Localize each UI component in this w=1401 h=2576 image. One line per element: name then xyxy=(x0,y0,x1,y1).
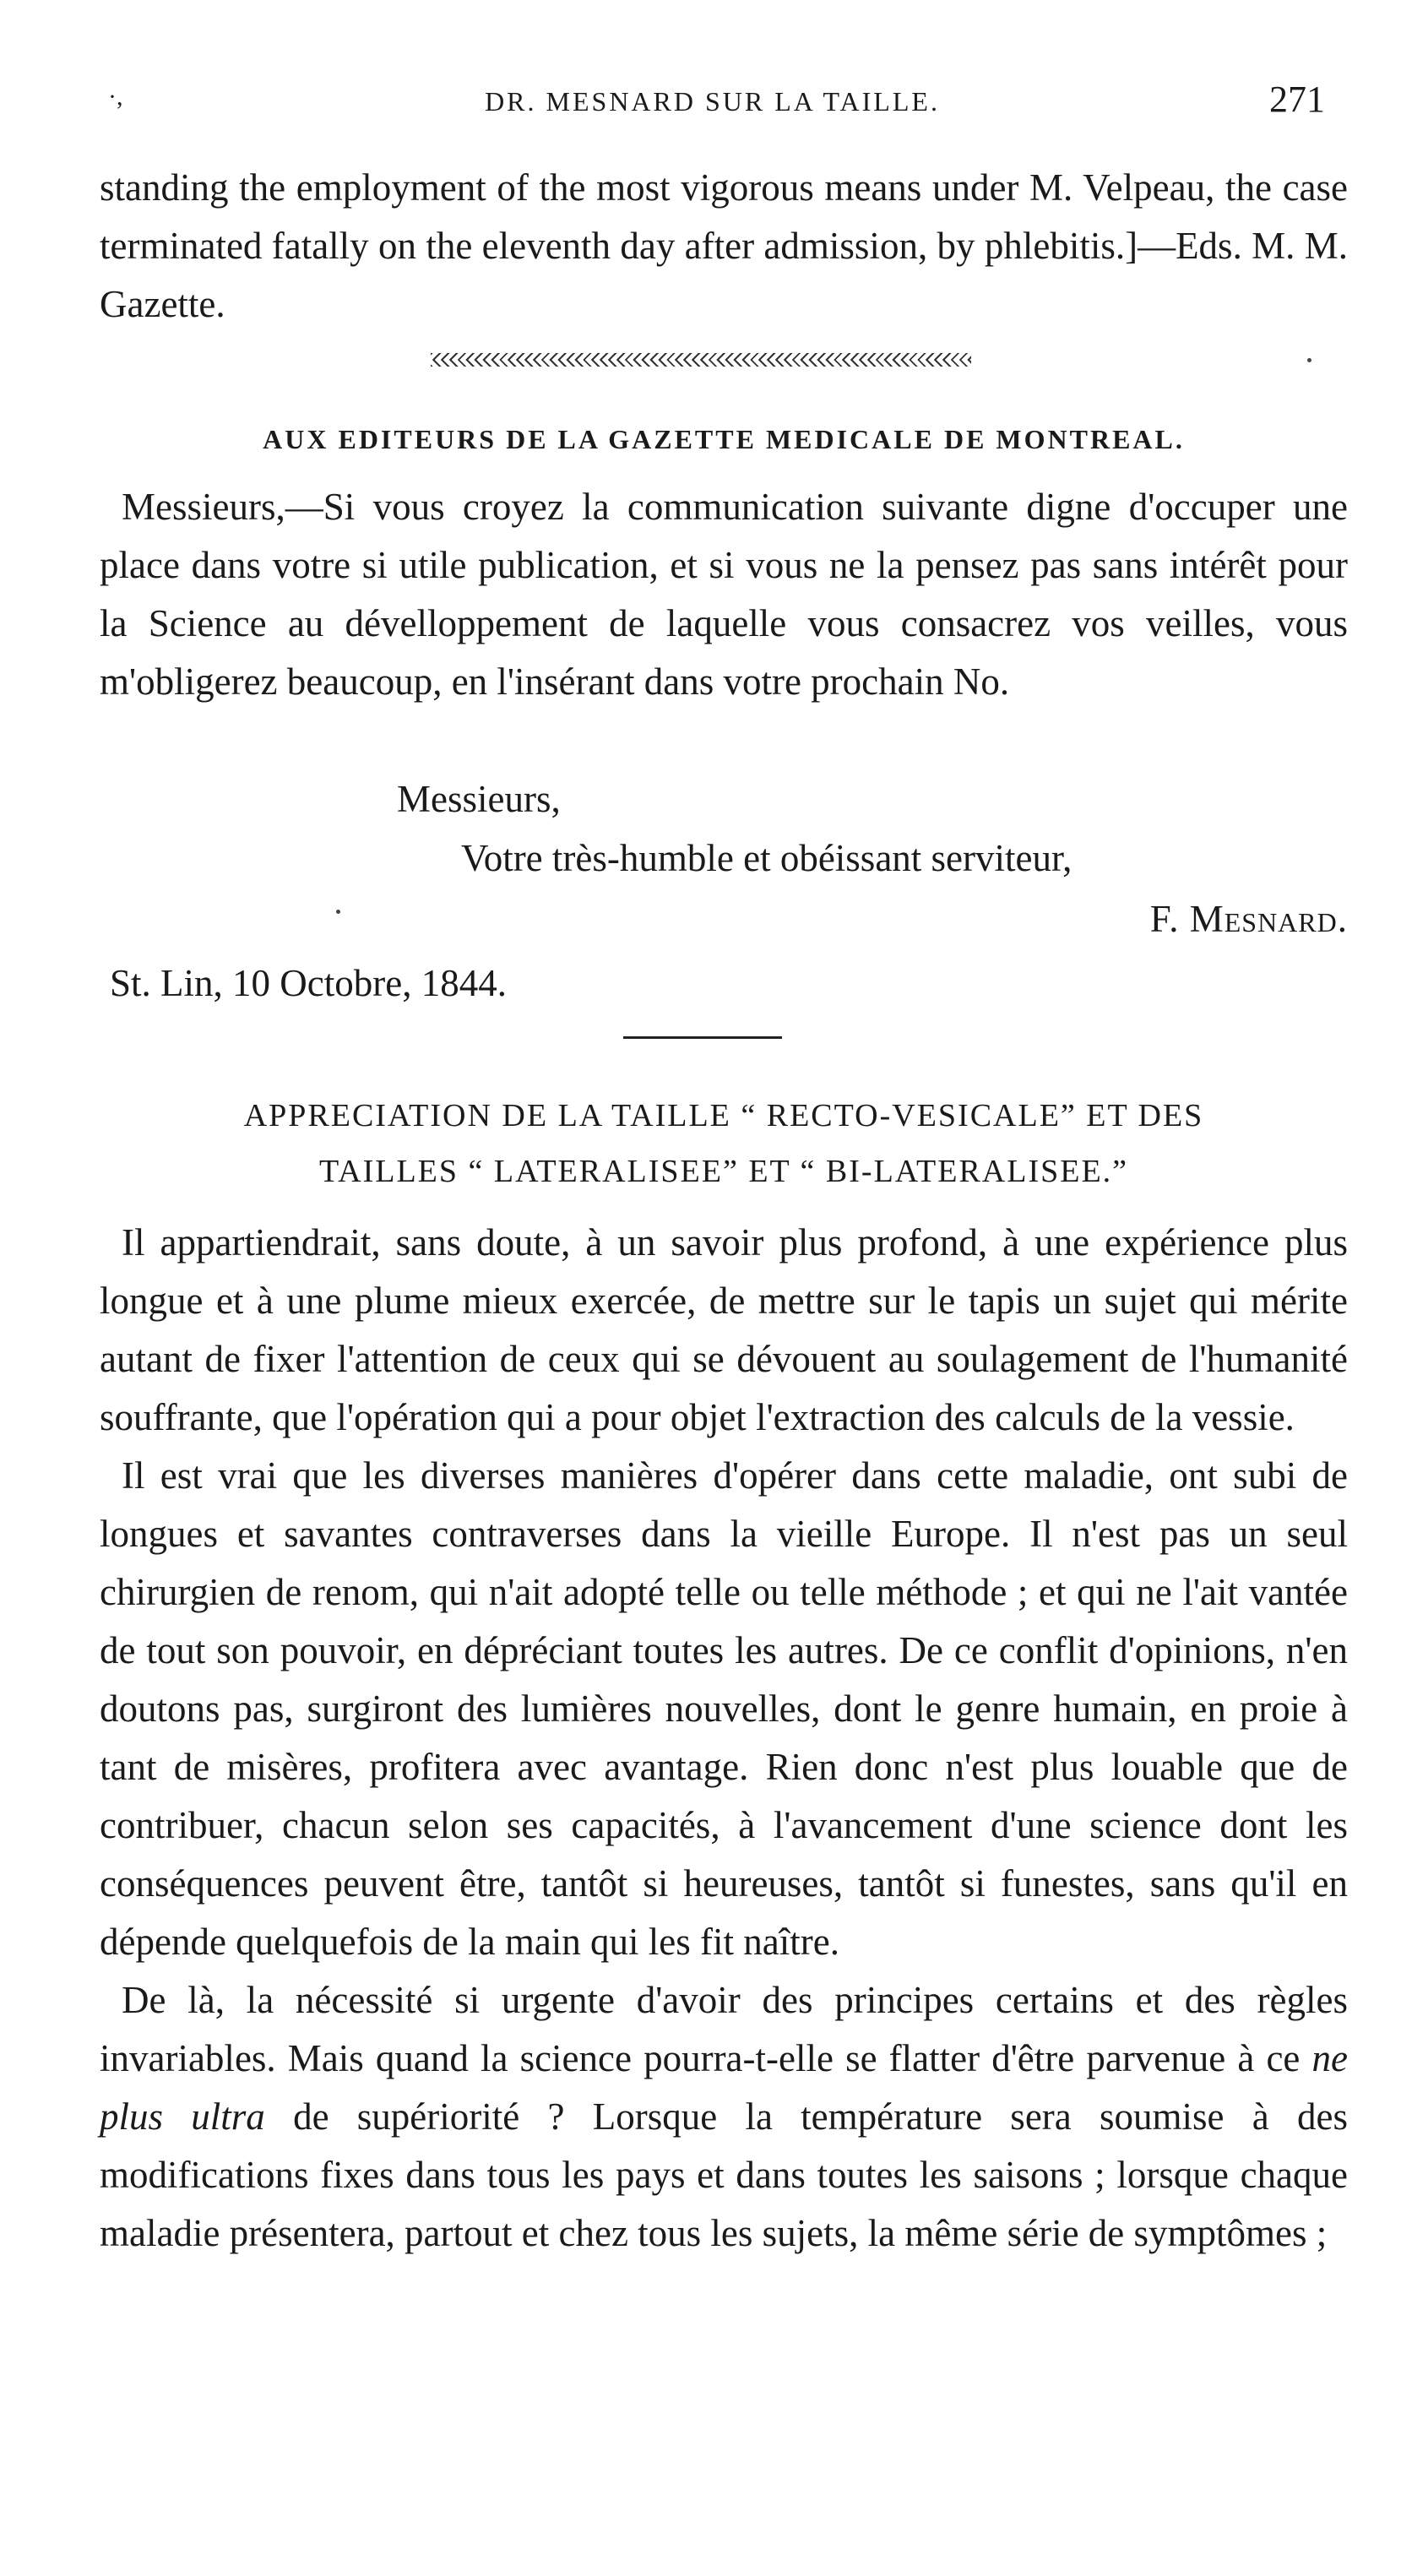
letter-signature: F. Mesnard. xyxy=(1149,898,1348,940)
article-title-line-2: TAILLES “ LATERALISEE” ET “ BI-LATERALISEE.” xyxy=(318,1154,1129,1189)
stray-dot xyxy=(336,910,340,914)
intro-paragraph: standing the employment of the most vigorous means under M. Velpeau, the case terminated fatally on the eleventh day after admission, by phlebitis.]—Eds. M. M. Gazette. xyxy=(100,166,1348,325)
article-body xyxy=(100,1214,1348,2263)
letter-salutation: Messieurs, xyxy=(397,778,561,820)
article-paragraph: Il appartiendrait, sans doute, à un savoir plus profond, à une expérience plus longue et à une plume mieux exercée, de mettre sur le tapis un sujet qui mérite autant de fixer l'attention de ceux qui se dévouent au soulagement de l'humanité souffrante, que l'opération qui a pour objet l'extraction des calculs de la vessie. xyxy=(100,1221,1348,1438)
page-number: 271 xyxy=(1269,79,1325,120)
article-paragraph xyxy=(100,1971,1348,2263)
running-title: DR. MESNARD SUR LA TAILLE. xyxy=(485,86,940,117)
letter-heading: AUX EDITEURS DE LA GAZETTE MEDICALE DE MONTREAL. xyxy=(263,424,1185,454)
letter-section xyxy=(100,478,1348,1004)
stray-dot xyxy=(1307,358,1311,362)
italic-phrase: ne plus ultra xyxy=(100,2037,1349,2138)
page-header xyxy=(100,78,1325,128)
intro-section xyxy=(100,159,1348,334)
letter-closing: Votre très-humble et obéissant serviteur, xyxy=(461,837,1072,879)
article-title-line-1: APPRECIATION DE LA TAILLE “ RECTO-VESICALE” ET DES xyxy=(243,1098,1204,1133)
letter-place-date: St. Lin, 10 Octobre, 1844. xyxy=(110,962,507,1004)
article-title xyxy=(100,1088,1348,1199)
paragraph-text: De là, la nécessité si urgente d'avoir des principes certains et des règles invariables. Mais quand la science pourra-t-elle se flatter d'être parvenue à ce xyxy=(100,1979,1348,2079)
letter-body: Messieurs,—Si vous croyez la communication suivante digne d'occuper une place dans votre si utile publication, et si vous ne la pensez pas sans intérêt pour la Science au dévelloppement de laquelle vous consacrez vos veilles, vous m'obligerez beaucoup, en l'insérant dans votre prochain No. xyxy=(100,486,1348,703)
section-rule xyxy=(623,1036,782,1039)
wavy-divider xyxy=(431,353,971,367)
corner-mark: ·, xyxy=(108,83,123,111)
article-paragraph: Il est vrai que les diverses manières d'opérer dans cette maladie, ont subi de longues et savantes contraverses dans la vieille Europe. Il n'est pas un seul chirurgien de renom, qui n'ait adopté telle ou telle méthode ; et qui ne l'ait vantée de tout son pouvoir, en dépréciant toutes les autres. De ce conflit d'opinions, n'en doutons pas, surgiront des lumières nouvelles, dont le genre humain, en proie à tant de misères, profitera avec avantage. Rien donc n'est plus louable que de contribuer, chacun selon ses capacités, à l'avancement d'une science dont les conséquences peuvent être, tantôt si heureuses, tantôt si funestes, sans qu'il en dépende quelquefois de la main qui les fit naître. xyxy=(100,1454,1348,1963)
paragraph-text: de supériorité ? Lorsque la température sera soumise à des modifications fixes dans tous les pays et dans toutes les saisons ; lorsque chaque maladie présentera, partout et chez tous les sujets, la même série de symptômes ; xyxy=(100,2095,1348,2254)
